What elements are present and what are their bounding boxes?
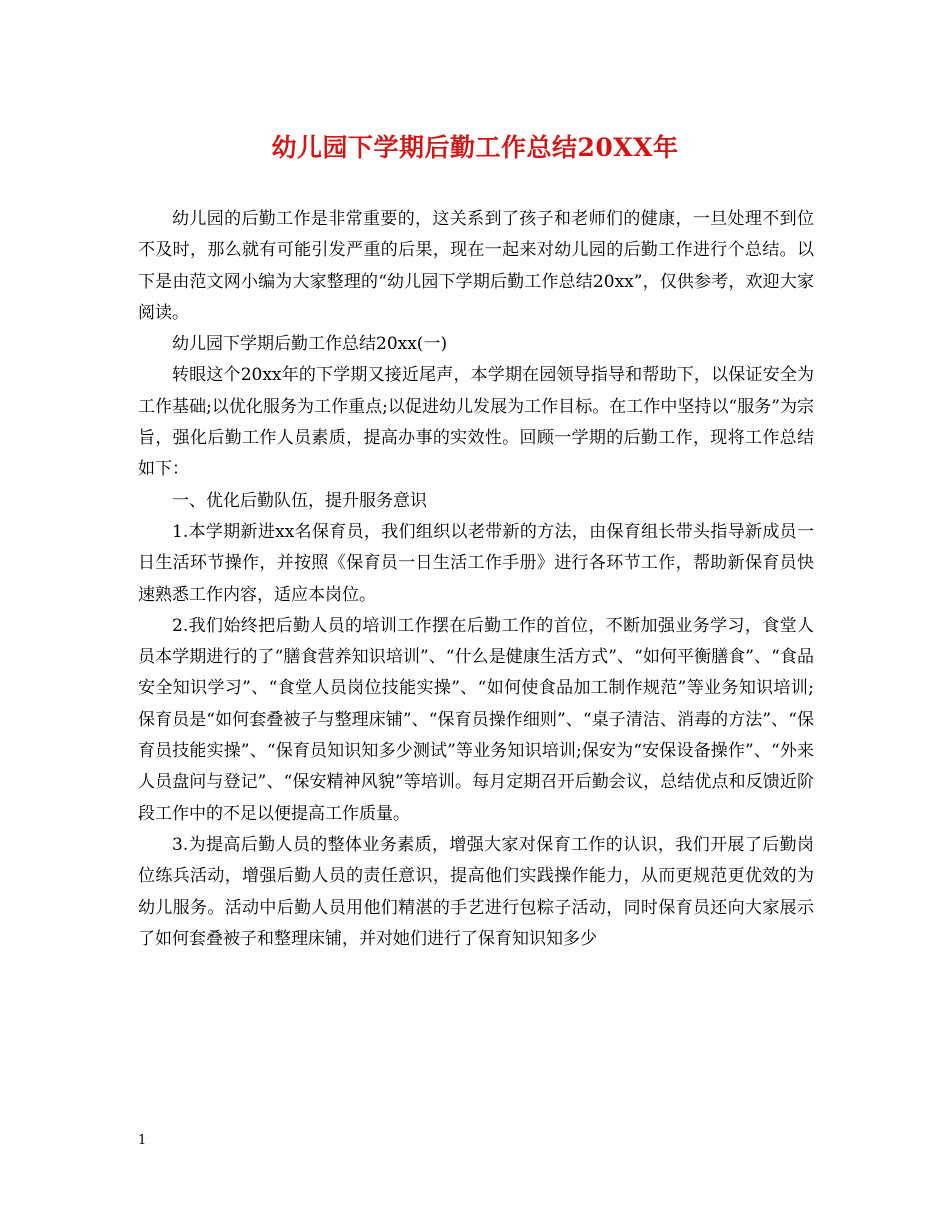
overview-paragraph: 转眼这个20xx年的下学期又接近尾声，本学期在园领导指导和帮助下，以保证安全为工作基础;以优化服务为工作重点;以促进幼儿发展为工作目标。在工作中坚持以“服务”为宗旨，强化后勤工作人员素质，提高办事的实效性。回顾一学期的后勤工作，现将工作总结如下： <box>138 365 814 480</box>
page-number: 1 <box>138 1133 147 1148</box>
numbered-paragraph-1: 1.本学期新进xx名保育员，我们组织以老带新的方法，由保育组长带头指导新成员一日生活环节操作，并按照《保育员一日生活工作手册》进行各环节工作，帮助新保育员快速熟悉工作内容，适应本岗位。 <box>138 521 814 605</box>
document-title: 幼儿园下学期后勤工作总结20XX年 <box>271 133 679 162</box>
document-body <box>138 204 814 955</box>
section-heading-part-one: 幼儿园下学期后勤工作总结20xx(一) <box>172 334 448 355</box>
intro-paragraph: 幼儿园的后勤工作是非常重要的，这关系到了孩子和老师们的健康，一旦处理不到位不及时，那么就有可能引发严重的后果，现在一起来对幼儿园的后勤工作进行个总结。以下是由范文网小编为大家整理的“幼儿园下学期后勤工作总结20xx”，仅供参考，欢迎大家阅读。 <box>138 209 814 323</box>
subsection-heading: 一、优化后勤队伍，提升服务意识 <box>172 490 427 511</box>
numbered-paragraph-3: 3.为提高后勤人员的整体业务素质，增强大家对保育工作的认识，我们开展了后勤岗位练兵活动，增强后勤人员的责任意识，提高他们实践操作能力，从而更规范更优效的为幼儿服务。活动中后勤人员用他们精湛的手艺进行包粽子活动，同时保育员还向大家展示了如何套叠被子和整理床铺，并对她们进行了保育知识知多少 <box>138 834 814 949</box>
numbered-paragraph-2: 2.我们始终把后勤人员的培训工作摆在后勤工作的首位，不断加强业务学习，食堂人员本学期进行的了“膳食营养知识培训”、“什么是健康生活方式”、“如何平衡膳食”、“食品安全知识学习”、“食堂人员岗位技能实操”、“如何使食品加工制作规范”等业务知识培训;保育员是“如何套叠被子与整理床铺”、“保育员操作细则”、“桌子清洁、消毒的方法”、“保育员技能实操”、“保育员知识知多少测试”等业务知识培训;保安为“安保设备操作”、“外来人员盘问与登记”、“保安精神风貌”等培训。每月定期召开后勤会议，总结优点和反馈近阶段工作中的不足以便提高工作质量。 <box>138 615 814 824</box>
